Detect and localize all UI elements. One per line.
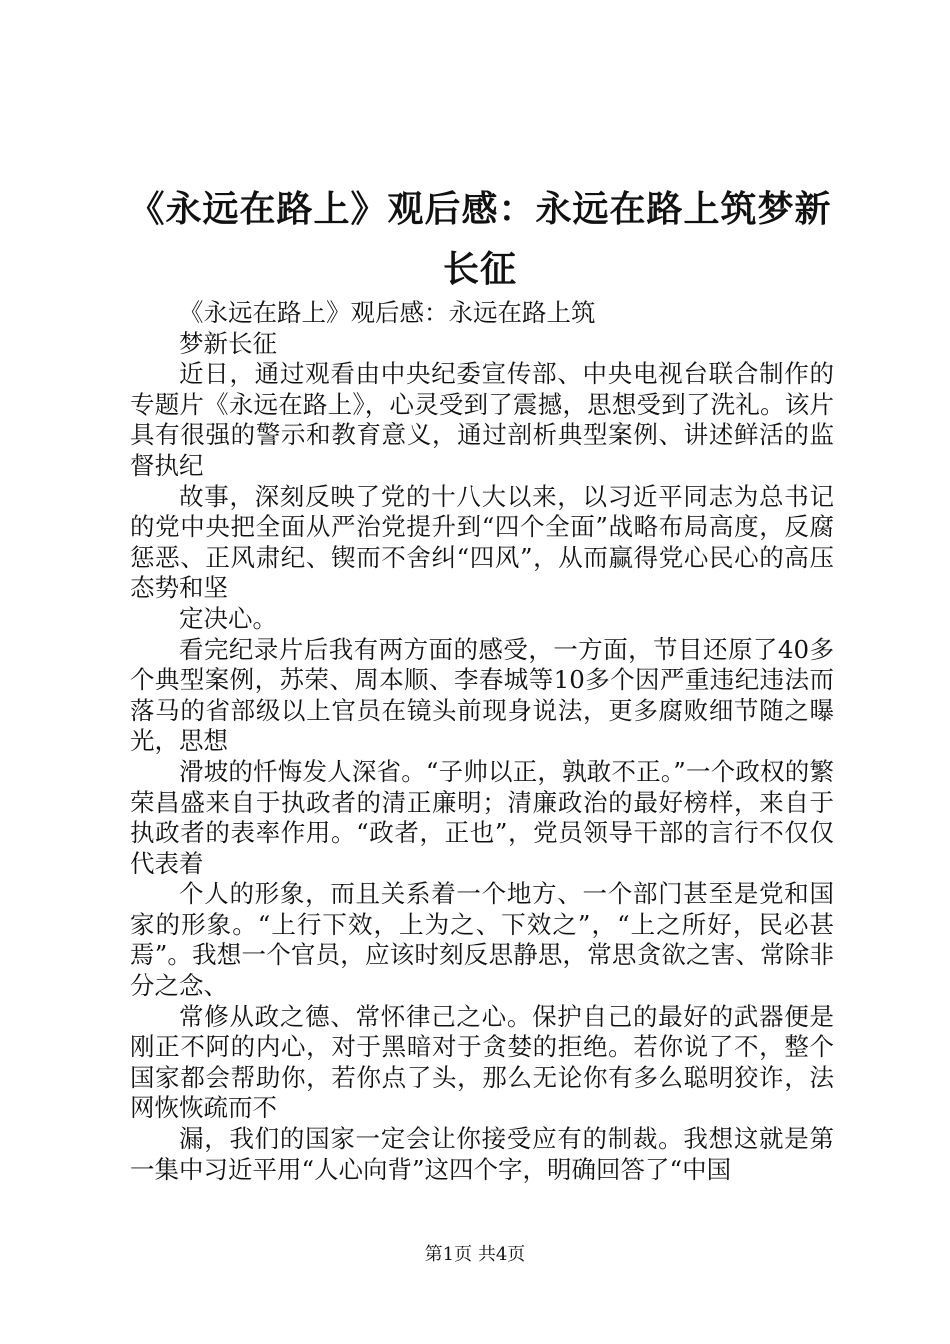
document-body [130,298,834,1185]
body-paragraph: 近日，通过观看由中央纪委宣传部、中央电视台联合制作的专题片《永远在路上》，心灵受到了震撼，思想受到了洗礼。该片具有很强的警示和教育意义，通过剖析典型案例、讲述鲜活的监督执纪 [130,359,834,480]
body-paragraph: 定决心。 [179,603,277,633]
body-paragraph: 个人的形象，而且关系着一个地方、一个部门甚至是党和国家的形象。“上行下效，上为之、下效之”，“上之所好，民必甚焉”。我想一个官员，应该时刻反思静思，常思贪欲之害、常除非分之念、 [130,879,834,1001]
page-number-footer: 第1页 共4页 [424,1244,526,1265]
body-paragraph: 常修从政之德、常怀律己之心。保护自己的最好的武器便是刚正不阿的内心，对于黑暗对于贪婪的拒绝。若你说了不，整个国家都会帮助你，若你点了头，那么无论你有多么聪明狡诈，法网恢恢疏而不 [130,1001,834,1123]
body-paragraph: 看完纪录片后我有两方面的感受，一方面，节目还原了40多个典型案例，苏荣、周本顺、李春城等10多个因严重违纪违法而落马的省部级以上官员在镜头前现身说法，更多腐败细节随之曝光，思想 [130,634,834,756]
body-paragraph: 故事，深刻反映了党的十八大以来，以习近平同志为总书记的党中央把全面从严治党提升到“四个全面”战略布局高度，反腐惩恶、正风肃纪、锲而不舍纠“四风”，从而赢得党心民心的高压态势和坚 [130,481,834,603]
document-title: 《永远在路上》观后感：永远在路上筑梦新长征 [128,189,832,290]
body-paragraph: 滑坡的忏悔发人深省。“子帅以正，孰敢不正。”一个政权的繁荣昌盛来自于执政者的清正廉明；清廉政治的最好榜样，来自于执政者的表率作用。“政者，正也”，党员领导干部的言行不仅仅代表着 [130,756,834,878]
body-paragraph: 梦新长征 [179,328,277,358]
body-paragraph: 漏，我们的国家一定会让你接受应有的制裁。我想这就是第一集中习近平用“人心向背”这四个字，明确回答了“中国 [130,1124,834,1184]
body-paragraph: 《永远在路上》观后感：永远在路上筑 [179,298,596,327]
